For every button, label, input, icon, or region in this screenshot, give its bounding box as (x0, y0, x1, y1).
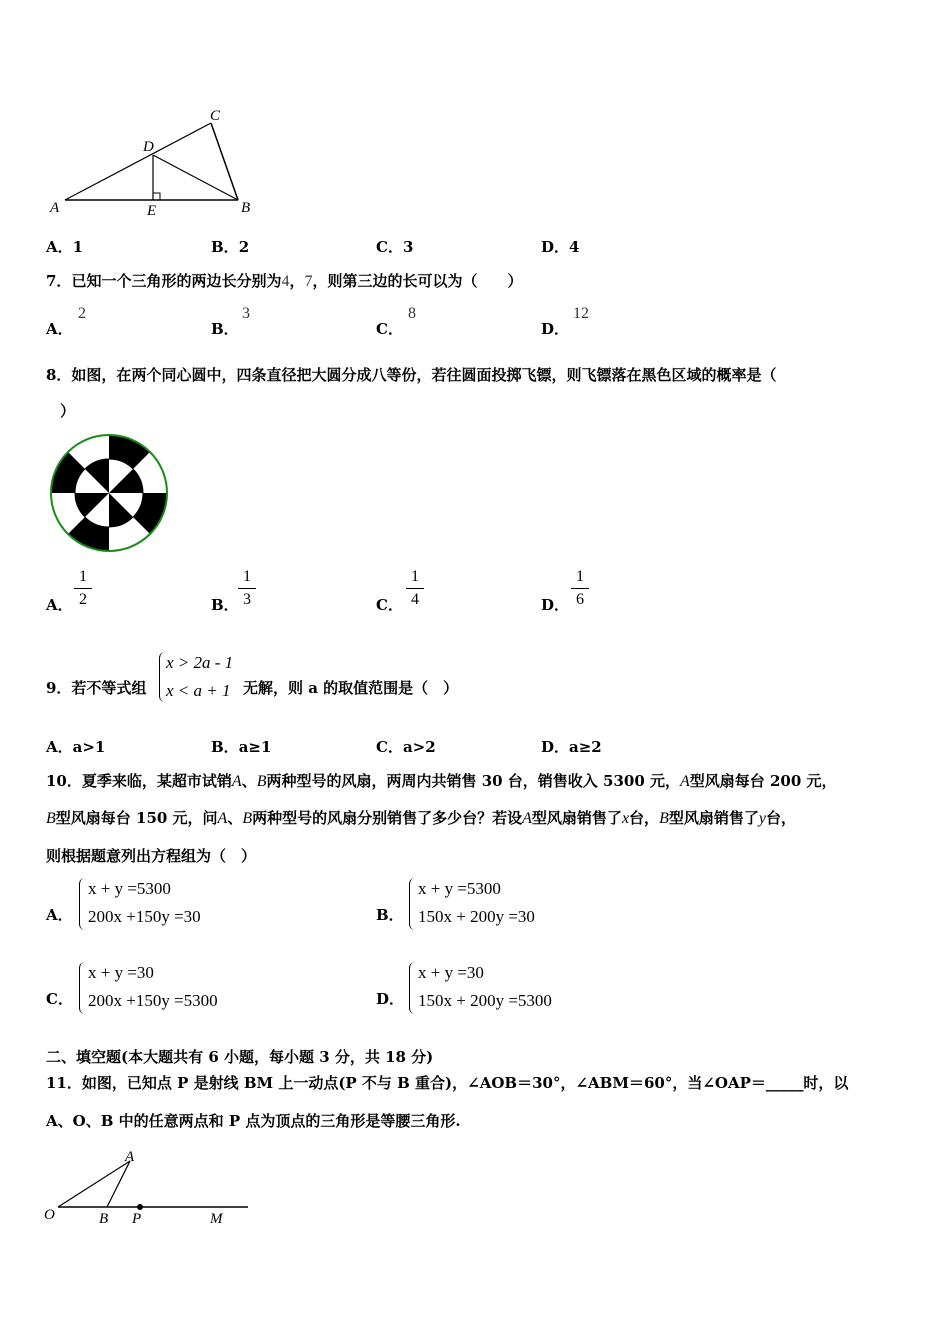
q6-option-b[interactable]: B．2 (211, 238, 250, 256)
label-c: C (210, 108, 221, 124)
q10-option-d-label[interactable]: D． (376, 990, 405, 1008)
q10-option-b-label[interactable]: B． (376, 906, 404, 924)
section-title-fill-in: 二、填空题(本大题共有 6 小题，每小题 3 分，共 18 分) (46, 1048, 434, 1066)
q8-option-d-fraction: 1 6 (570, 568, 590, 609)
label-m: M (210, 1211, 223, 1227)
q10-option-d-brace (409, 962, 416, 1014)
point-p (137, 1204, 143, 1210)
q7-option-c-label[interactable]: C． (376, 320, 403, 338)
q9-option-c[interactable]: C．a>2 (376, 738, 436, 756)
q10-option-c-label[interactable]: C． (46, 990, 73, 1008)
q10-option-c-system: x + y =30 200x +150y =5300 (88, 963, 218, 1010)
q9-option-d[interactable]: D．a≥2 (541, 738, 602, 756)
q9-option-b[interactable]: B．a≥1 (211, 738, 272, 756)
q7-stem: 7．已知一个三角形的两边长分别为4，7，则第三边的长可以为（ ） (46, 272, 523, 290)
figure-q11-ray (40, 1145, 260, 1235)
q10-option-c-brace (79, 962, 86, 1014)
label-p: P (132, 1211, 142, 1227)
q8-option-d-label[interactable]: D． (541, 596, 570, 614)
segment-ac (65, 123, 211, 200)
label-a: A (50, 200, 60, 216)
q7-option-d-value: 12 (573, 305, 589, 322)
q11-line1: 11．如图，已知点 P 是射线 BM 上一动点(P 不与 B 重合)，∠AOB＝30°，∠ABM＝60°，当∠OAP＝_____时，以 (46, 1074, 849, 1092)
q9-stem-b: 无解，则 a 的取值范围是（ ） (243, 679, 459, 697)
q8-option-a-label[interactable]: A． (46, 596, 73, 614)
q8-option-b-fraction: 1 3 (237, 568, 257, 609)
q10-option-a-label[interactable]: A． (46, 906, 73, 924)
q6-option-c[interactable]: C．3 (376, 238, 414, 256)
q7-option-c-value: 8 (408, 305, 416, 322)
q10-line1: 10．夏季来临，某超市试销A、B两种型号的风扇，两周内共销售 30 台，销售收入 5300 元，A型风扇每台 200 元， (46, 772, 837, 790)
q10-option-a-system: x + y =5300 200x +150y =30 (88, 879, 201, 926)
q10-option-a-brace (79, 878, 86, 930)
q8-option-c-fraction: 1 4 (405, 568, 425, 609)
q11-line2: A、O、B 中的任意两点和 P 点为顶点的三角形是等腰三角形. (46, 1112, 461, 1130)
q9-stem-a: 9．若不等式组 (46, 679, 147, 697)
label-b: B (241, 200, 251, 216)
q8-option-c-label[interactable]: C． (376, 596, 403, 614)
label-a: A (125, 1149, 135, 1165)
q10-option-b-brace (409, 878, 416, 930)
segment-oa (58, 1161, 130, 1207)
label-b: B (99, 1211, 109, 1227)
label-d: D (143, 139, 154, 155)
q6-option-d[interactable]: D．4 (541, 238, 580, 256)
q8-option-b-label[interactable]: B． (211, 596, 239, 614)
figure-q6-triangle (40, 100, 270, 225)
q7-option-d-label[interactable]: D． (541, 320, 570, 338)
q7-option-b-value: 3 (242, 305, 250, 322)
q7-option-a-value: 2 (78, 305, 86, 322)
label-o: O (44, 1207, 55, 1223)
q9-option-a[interactable]: A．a>1 (46, 738, 106, 756)
q8-stem-end: ） (60, 402, 76, 420)
label-e: E (147, 203, 157, 219)
q9-system: x > 2a - 1 x < a + 1 (166, 653, 234, 700)
q7-option-a-label[interactable]: A． (46, 320, 73, 338)
q9-brace (159, 652, 166, 702)
q10-line3: 则根据题意列出方程组为（ ） (46, 847, 257, 865)
q8-option-a-fraction: 1 2 (73, 568, 93, 609)
right-angle-mark (153, 193, 160, 200)
q8-stem: 8．如图，在两个同心圆中，四条直径把大圆分成八等份，若往圆面投掷飞镖，则飞镖落在黑色区域的概率是（ (46, 366, 777, 384)
q10-option-b-system: x + y =5300 150x + 200y =30 (418, 879, 535, 926)
q7-option-b-label[interactable]: B． (211, 320, 239, 338)
q6-option-a[interactable]: A．1 (46, 238, 84, 256)
q10-option-d-system: x + y =30 150x + 200y =5300 (418, 963, 552, 1010)
figure-q8-dartboard (48, 432, 170, 554)
q10-line2: B型风扇每台 150 元，问A、B两种型号的风扇分别销售了多少台？若设A型风扇销售了x台，B型风扇销售了y台， (46, 809, 796, 827)
